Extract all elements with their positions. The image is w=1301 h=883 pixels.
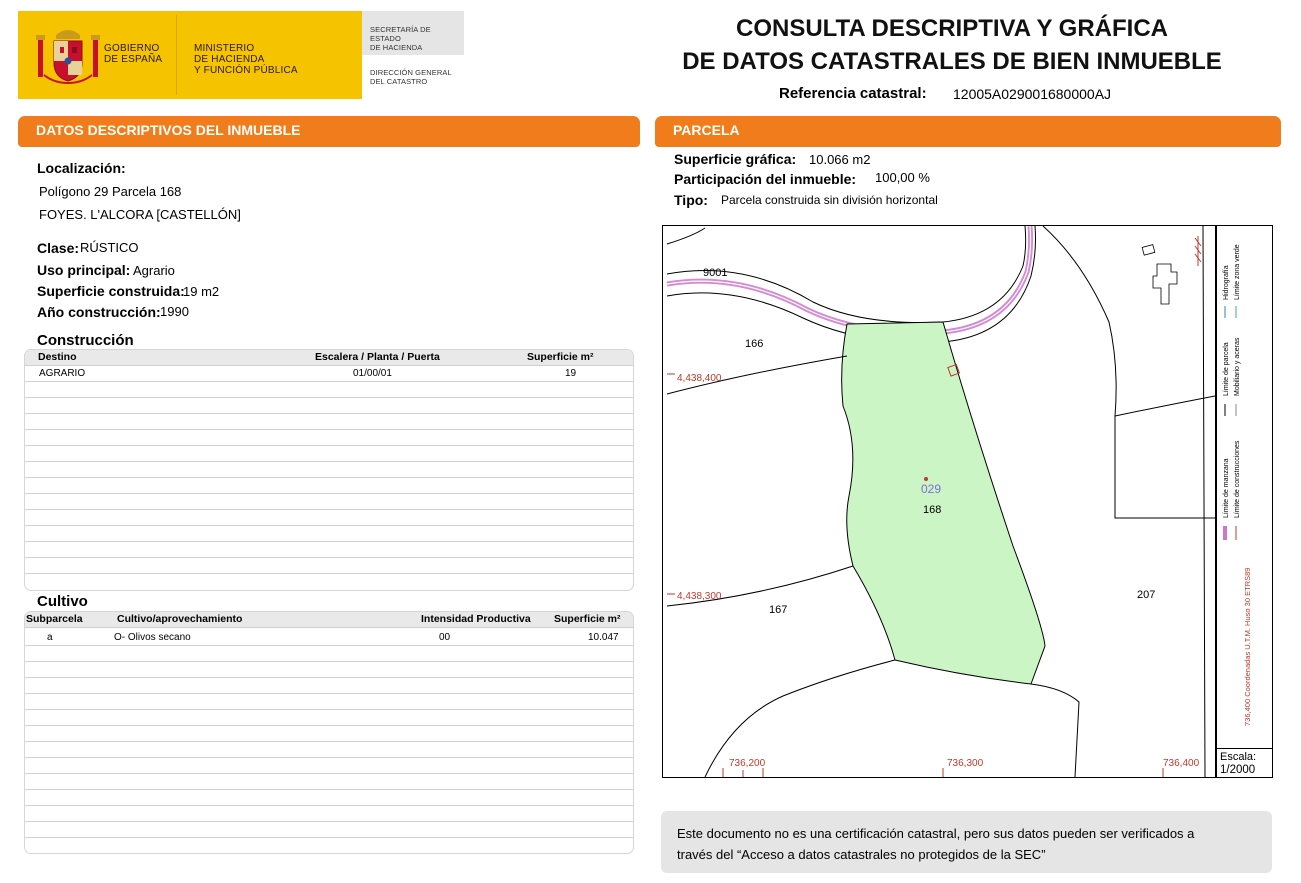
anio-value: 1990 [160,304,189,319]
section-parcela: PARCELA [655,116,1281,144]
coat-of-arms-icon [34,25,102,87]
row-rule [25,429,633,430]
north-arrow-icon [1195,236,1201,266]
parcel-line [1031,684,1079,777]
parcel-line [1115,396,1215,416]
legend-parcela: Límite de parcela [1223,342,1230,396]
sup-grafica-label: Superficie gráfica: [674,151,797,167]
row-rule [25,397,633,398]
localizacion-line1: Polígono 29 Parcela 168 [39,184,182,199]
coord-tick [723,768,1163,777]
cultivo-title: Cultivo [37,593,88,610]
col-cultivo: Cultivo/aprovechamiento [117,613,243,625]
coord-x-mid: 736,300 [947,758,984,769]
banner-divider [176,15,177,95]
cell-intensidad: 00 [439,632,451,643]
ref-label: Referencia catastral: [779,85,927,102]
coord-x-left: 736,200 [729,758,766,769]
parcel-label-166: 166 [745,338,764,350]
building-outline [1142,245,1155,256]
tipo-label: Tipo: [674,192,708,208]
direccion-general-text: DIRECCIÓN GENERAL DEL CATASTRO [370,68,452,86]
row-rule [25,645,633,646]
col-destino: Destino [38,351,77,363]
construccion-title: Construcción [37,332,134,349]
row-rule [25,661,633,662]
map-canvas[interactable] [663,226,1215,777]
scale-value: 1/2000 [1220,764,1256,776]
cultivo-table [24,611,634,854]
note-line1: Este documento no es una certificación catastral, pero sus datos pueden ser verificados a [677,826,1195,841]
row-rule [25,541,633,542]
uso-value: Agrario [133,263,175,278]
coord-y-bottom: 4,438,300 [677,591,722,602]
parcel-label-167: 167 [769,604,788,616]
participacion-label: Participación del inmueble: [674,171,857,187]
note-line2: través del “Acceso a datos catastrales no protegidos de la SEC” [677,847,1046,862]
row-rule [25,445,633,446]
anio-label: Año construcción: [37,304,161,320]
disclaimer-note [661,811,1272,873]
row-rule [25,461,633,462]
row-rule [25,477,633,478]
coord-y-top: 4,438,400 [677,373,722,384]
row-rule [25,381,633,382]
row-rule [25,773,633,774]
table-header [25,350,633,366]
parcel-168-shape[interactable] [842,322,1045,684]
legend-hidrografia: Hidrografía [1223,265,1230,300]
row-rule [25,837,633,838]
cadastral-map[interactable] [662,225,1273,778]
row-rule [25,493,633,494]
section-underline [18,143,640,147]
gobierno-espana-text: GOBIERNO DE ESPAÑA [104,43,163,65]
row-rule [25,741,633,742]
row-rule [25,789,633,790]
row-rule [25,413,633,414]
construccion-table [24,349,634,591]
parcel-line [667,228,705,244]
col-superficie: Superficie m² [527,351,594,363]
row-rule [25,805,633,806]
row-rule [25,557,633,558]
uso-label: Uso principal: [37,262,131,278]
manzana-boundary-center [667,226,1031,333]
parcel-label-168: 168 [923,504,942,516]
legend-zona-verde: Límite zona verde [1234,244,1241,300]
ministerio-text: MINISTERIO DE HACIENDA Y FUNCIÓN PÚBLICA [194,43,298,76]
row-rule [25,821,633,822]
col-superficie: Superficie m² [554,613,621,625]
row-rule [25,757,633,758]
ref-value: 12005A029001680000AJ [953,86,1112,102]
clase-label: Clase: [37,240,80,256]
scale-label: Escala: [1220,751,1257,763]
participacion-value: 100,00 % [875,170,930,185]
row-rule [25,693,633,694]
parcel-label-207: 207 [1137,589,1156,601]
tipo-value: Parcela construida sin división horizontal [721,193,938,207]
row-rule [25,725,633,726]
localizacion-line2: FOYES. L'ALCORA [CASTELLÓN] [39,207,241,222]
government-header [18,11,464,99]
col-planta: Escalera / Planta / Puerta [315,351,440,363]
row-rule [25,509,633,510]
row-rule [25,573,633,574]
superficie-value: 19 m2 [183,284,220,299]
document-title: CONSULTA DESCRIPTIVA Y GRÁFICA DE DATOS CATASTRALES DE BIEN INMUEBLE [682,15,1222,75]
row-rule [25,677,633,678]
scale-box [1215,748,1272,777]
cell-cultivo: O- Olivos secano [114,632,191,643]
secretaria-text: SECRETARÍA DE ESTADO DE HACIENDA [370,25,431,52]
manzana-boundary-line [667,226,1031,333]
cell-superficie: 10.047 [588,632,619,643]
building-outline [1153,264,1177,304]
localizacion-label: Localización: [37,160,126,176]
cell-superficie: 19 [565,368,577,379]
col-subparcela: Subparcela [26,613,83,625]
legend-manzana: Límite de manzana [1223,458,1230,518]
road-label: 9001 [703,267,728,279]
clase-value: RÚSTICO [80,240,139,255]
legend-construcciones: Límite de construcciones [1234,440,1241,518]
legend-coordenadas: 736,400 Coordenadas U.T.M. Huso 30 ETRS89 [1243,567,1252,726]
cell-planta: 01/00/01 [353,368,392,379]
cell-subparcela: a [47,632,53,643]
legend-mobiliario: Mobiliario y aceras [1234,337,1241,396]
table-header [25,612,633,628]
row-rule [25,525,633,526]
parcel-line [1115,416,1215,518]
cell-destino: AGRARIO [39,368,86,379]
map-legend [1217,226,1272,748]
poligono-label: 029 [921,482,942,496]
superficie-label: Superficie construida: [37,283,185,299]
section-underline [655,143,1281,147]
col-intensidad: Intensidad Productiva [421,613,531,625]
referencia-catastral [779,85,1112,102]
row-rule [25,709,633,710]
centroid-marker [924,477,928,481]
parcel-line [1043,226,1116,416]
coord-x-right: 736,400 [1163,758,1200,769]
parcel-line [1203,226,1205,777]
sup-grafica-value: 10.066 m2 [809,152,871,167]
section-datos-descriptivos: DATOS DESCRIPTIVOS DEL INMUEBLE [18,116,640,144]
